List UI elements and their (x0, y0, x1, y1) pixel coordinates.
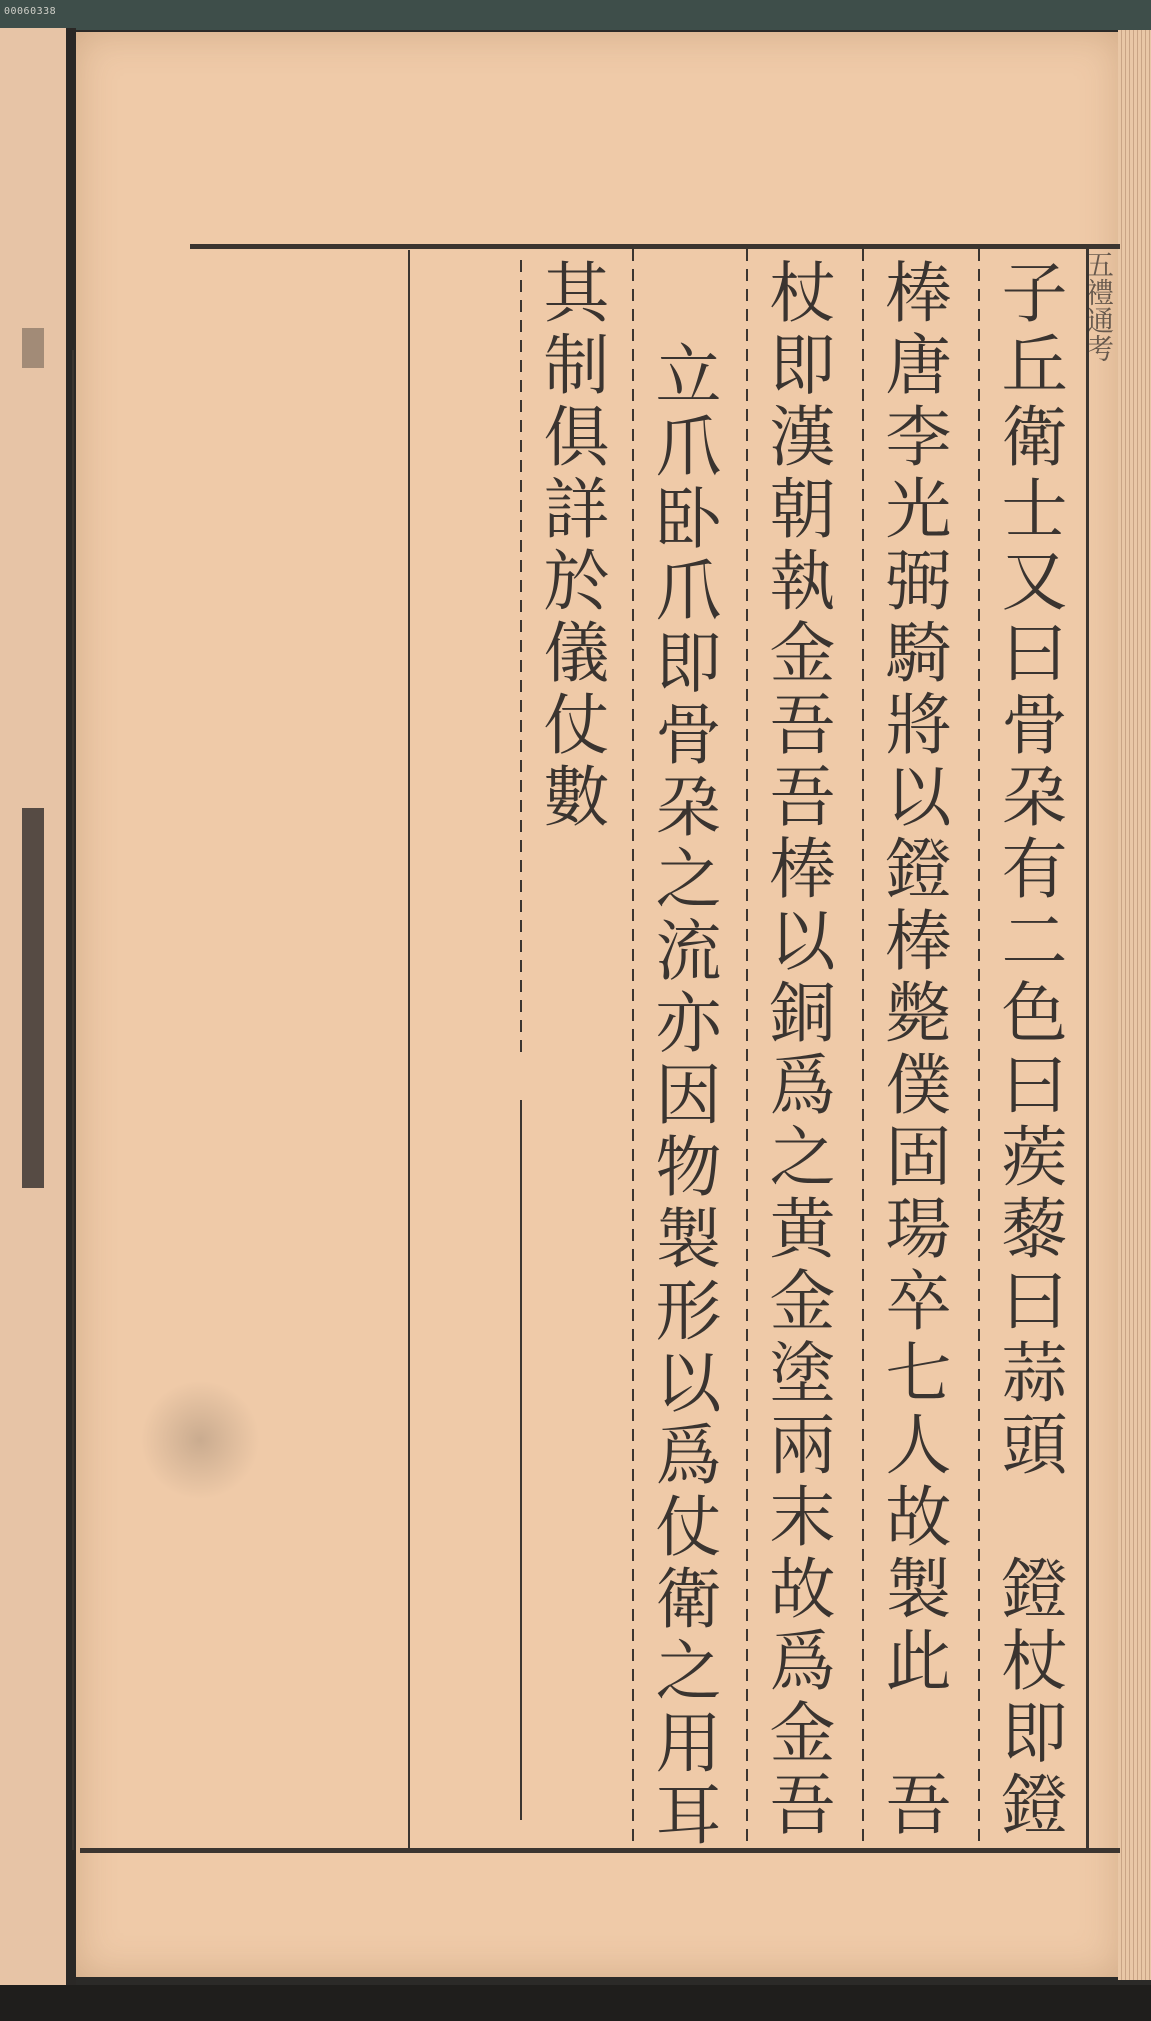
text-column-3: 杖即漢朝執金吾吾棒以銅爲之黄金塗兩末故爲金吾 (758, 258, 835, 1842)
column-divider (862, 249, 864, 1849)
text-column-1: 子丘衛士又曰骨朶有二色曰蒺藜曰蒜頭 鐙杖即鐙 (990, 258, 1067, 1842)
frame-bottom-rule (80, 1848, 1120, 1853)
scan-id-label: 00060338 (4, 6, 57, 17)
scan-header-strip (0, 0, 1151, 30)
scan-footer-strip (0, 1985, 1151, 2021)
page-stack-edge (1118, 30, 1151, 1980)
text-column-4: 立爪卧爪即骨朶之流亦因物製形以爲仗衛之用耳 (644, 340, 721, 1852)
column-divider (978, 249, 980, 1849)
text-column-2: 棒唐李光弼騎將以鐙棒斃僕固瑒卒七人故製此 吾 (874, 258, 951, 1842)
column-divider (632, 249, 634, 1849)
column-divider (520, 260, 522, 1060)
book-spine (66, 28, 76, 1993)
previous-page-edge (0, 28, 75, 1988)
column-divider (520, 1100, 522, 1820)
column-divider (408, 250, 410, 1850)
text-column-5: 其制俱詳於儀仗數 (532, 258, 609, 834)
ink-bleed-mark (22, 808, 44, 1188)
ink-bleed-mark (22, 328, 44, 368)
frame-right-rule (1086, 244, 1089, 1850)
column-divider (746, 249, 748, 1849)
frame-left-rule (72, 350, 74, 1850)
margin-title: 五禮通考 (1082, 250, 1115, 362)
frame-top-rule (190, 244, 1120, 249)
paper-stain (140, 1380, 260, 1500)
